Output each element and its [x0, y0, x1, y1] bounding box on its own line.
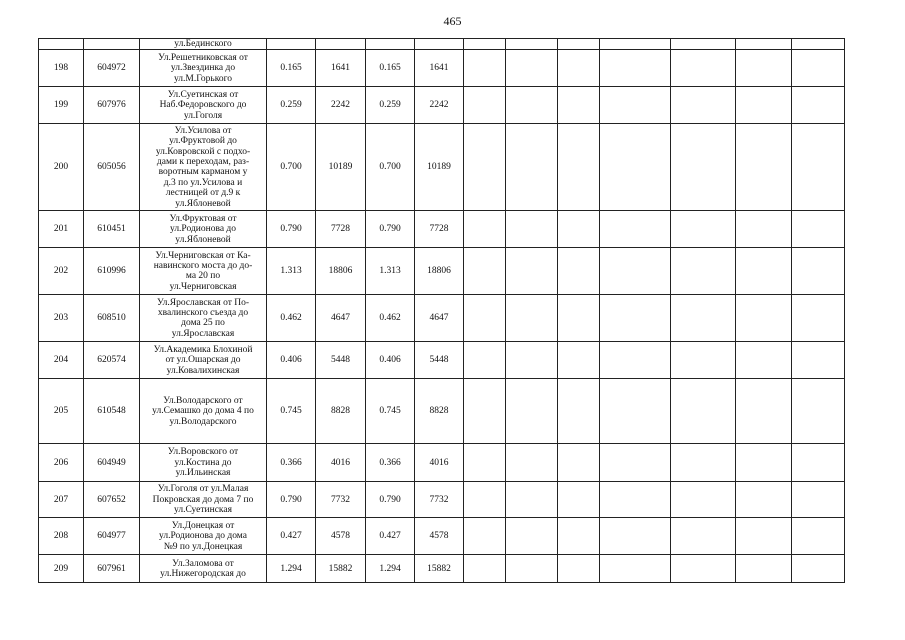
- empty-cell: [736, 248, 792, 295]
- road-name-line: хвалинского съезда до: [157, 308, 249, 318]
- empty-cell: [792, 50, 845, 87]
- road-code-cell: 610996: [84, 248, 140, 295]
- road-name-line: ул.Ковалихинская: [166, 365, 240, 376]
- area-cell: 7728: [316, 211, 366, 248]
- empty-cell: [792, 124, 845, 211]
- empty-cell: [506, 518, 558, 555]
- empty-cell: [736, 482, 792, 518]
- length-total-cell: 0.427: [366, 518, 415, 555]
- road-name-line: Ул.Черниговская от Ка-: [155, 250, 251, 261]
- road-name-cell: [140, 39, 267, 50]
- road-name-line: ул.Семашко до дома 4 по: [152, 406, 254, 417]
- area-total-cell: 8828: [415, 379, 464, 444]
- road-code-cell: 607652: [84, 482, 140, 518]
- road-name-line: Ул.Воровского от: [167, 447, 239, 458]
- road-name-line: Ул.Усилова от: [174, 125, 232, 136]
- road-name-cell: [140, 87, 267, 124]
- area-cell: 15882: [316, 555, 366, 583]
- road-name-line: №9 по ул.Донецкая: [163, 541, 243, 552]
- table-row: [39, 342, 845, 379]
- table-row: [39, 248, 845, 295]
- length-cell: 0.165: [267, 50, 316, 87]
- area-cell: 5448: [316, 342, 366, 379]
- empty-cell: [792, 482, 845, 518]
- table-row: [39, 444, 845, 482]
- road-code-cell: 605056: [84, 124, 140, 211]
- empty-cell: [792, 211, 845, 248]
- table-row: [39, 124, 845, 211]
- road-name-line: дома 25 по: [181, 318, 225, 329]
- road-name-line: ул.Костина до: [174, 457, 232, 468]
- row-number-cell: 200: [39, 124, 84, 211]
- length-cell: 0.366: [267, 444, 316, 482]
- area-cell: 4578: [316, 518, 366, 555]
- road-name-line: ул.Нижегородская до: [160, 568, 246, 579]
- empty-cell: [558, 295, 600, 342]
- empty-cell: [736, 295, 792, 342]
- area-cell: 10189: [316, 124, 366, 211]
- empty-cell: [464, 248, 506, 295]
- road-name-cell: [140, 211, 267, 248]
- length-total-cell: 1.294: [366, 555, 415, 583]
- area-cell: 4647: [316, 295, 366, 342]
- empty-cell: [464, 555, 506, 583]
- empty-cell: [600, 379, 671, 444]
- road-name-line: ул.Родионова до дома: [159, 531, 247, 542]
- area-total-cell: 4578: [415, 518, 464, 555]
- empty-cell: [558, 518, 600, 555]
- area-total-cell: 10189: [415, 124, 464, 211]
- length-total-cell: [366, 39, 415, 50]
- empty-cell: [558, 50, 600, 87]
- row-number-cell: 207: [39, 482, 84, 518]
- empty-cell: [736, 211, 792, 248]
- empty-cell: [736, 444, 792, 482]
- road-name-line: Ул.Академика Блохиной: [153, 344, 253, 355]
- empty-cell: [558, 444, 600, 482]
- road-name-line: Ул.Суетинская от: [167, 89, 239, 100]
- empty-cell: [464, 482, 506, 518]
- road-code-cell: 607961: [84, 555, 140, 583]
- empty-cell: [506, 87, 558, 124]
- road-name-line: ул.Володарского: [169, 416, 237, 427]
- area-cell: 2242: [316, 87, 366, 124]
- length-total-cell: 0.700: [366, 124, 415, 211]
- table-row: [39, 518, 845, 555]
- empty-cell: [671, 124, 736, 211]
- area-cell: 4016: [316, 444, 366, 482]
- road-name-line: Ул.Донецкая от: [171, 520, 235, 531]
- empty-cell: [506, 295, 558, 342]
- empty-cell: [600, 39, 671, 50]
- empty-cell: [671, 248, 736, 295]
- row-number-cell: 208: [39, 518, 84, 555]
- road-name-line: ул.Яблоневой: [175, 198, 231, 209]
- road-name-cell: [140, 518, 267, 555]
- road-name-line: Ул.Заломова от: [172, 558, 234, 569]
- road-name-line: ул.Ильинская: [175, 468, 231, 479]
- empty-cell: [671, 87, 736, 124]
- road-name-line: ул.Ярославская: [171, 328, 235, 339]
- road-name-line: ул.Фруктовой до: [169, 136, 237, 147]
- empty-cell: [600, 518, 671, 555]
- area-total-cell: 18806: [415, 248, 464, 295]
- area-total-cell: 2242: [415, 87, 464, 124]
- empty-cell: [464, 211, 506, 248]
- row-number-cell: 199: [39, 87, 84, 124]
- area-total-cell: 15882: [415, 555, 464, 583]
- road-name-line: ул.Яблоневой: [175, 234, 231, 245]
- area-total-cell: 5448: [415, 342, 464, 379]
- road-code-cell: 620574: [84, 342, 140, 379]
- empty-cell: [792, 342, 845, 379]
- empty-cell: [464, 124, 506, 211]
- empty-cell: [464, 518, 506, 555]
- road-name-cell: [140, 555, 267, 583]
- length-total-cell: 0.165: [366, 50, 415, 87]
- empty-cell: [792, 379, 845, 444]
- empty-cell: [671, 295, 736, 342]
- length-cell: 0.406: [267, 342, 316, 379]
- road-name-cell: [140, 295, 267, 342]
- empty-cell: [464, 50, 506, 87]
- empty-cell: [600, 248, 671, 295]
- road-table: [38, 38, 845, 583]
- table-row: [39, 379, 845, 444]
- empty-cell: [600, 482, 671, 518]
- length-cell: 0.700: [267, 124, 316, 211]
- empty-cell: [558, 211, 600, 248]
- empty-cell: [600, 444, 671, 482]
- area-total-cell: 4016: [415, 444, 464, 482]
- empty-cell: [736, 39, 792, 50]
- empty-cell: [506, 248, 558, 295]
- empty-cell: [506, 211, 558, 248]
- empty-cell: [671, 39, 736, 50]
- road-name-line: ул.Ковровской с подхо-: [155, 146, 251, 157]
- length-total-cell: 0.790: [366, 482, 415, 518]
- road-name-line: ул.Бединского: [174, 39, 232, 49]
- road-name-line: Ул.Гоголя от ул.Малая: [157, 484, 249, 495]
- road-name-line: лестницей от д.9 к: [165, 188, 241, 199]
- road-code-cell: 607976: [84, 87, 140, 124]
- length-cell: 1.294: [267, 555, 316, 583]
- road-code-cell: 610548: [84, 379, 140, 444]
- empty-cell: [558, 87, 600, 124]
- road-name-line: навинского моста до до-: [153, 261, 253, 271]
- empty-cell: [558, 555, 600, 583]
- road-name-cell: [140, 248, 267, 295]
- row-number-cell: [39, 39, 84, 50]
- empty-cell: [558, 482, 600, 518]
- row-number-cell: 203: [39, 295, 84, 342]
- length-cell: 0.790: [267, 211, 316, 248]
- road-name-cell: [140, 379, 267, 444]
- row-number-cell: 206: [39, 444, 84, 482]
- empty-cell: [671, 379, 736, 444]
- empty-cell: [671, 211, 736, 248]
- empty-cell: [464, 444, 506, 482]
- road-name-cell: [140, 342, 267, 379]
- road-code-cell: 604977: [84, 518, 140, 555]
- road-name-line: ма 20 по: [185, 271, 221, 282]
- row-number-cell: 198: [39, 50, 84, 87]
- empty-cell: [736, 379, 792, 444]
- length-cell: [267, 39, 316, 50]
- road-name-line: Ул.Володарского от: [163, 395, 243, 406]
- length-cell: 0.427: [267, 518, 316, 555]
- empty-cell: [506, 379, 558, 444]
- empty-cell: [792, 87, 845, 124]
- empty-cell: [671, 342, 736, 379]
- empty-cell: [671, 50, 736, 87]
- empty-cell: [506, 482, 558, 518]
- empty-cell: [558, 342, 600, 379]
- road-name-line: Наб.Федоровского до: [159, 100, 247, 111]
- empty-cell: [464, 295, 506, 342]
- empty-cell: [736, 87, 792, 124]
- area-total-cell: 4647: [415, 295, 464, 342]
- row-number-cell: 201: [39, 211, 84, 248]
- area-cell: 1641: [316, 50, 366, 87]
- empty-cell: [464, 379, 506, 444]
- empty-cell: [736, 555, 792, 583]
- empty-cell: [671, 444, 736, 482]
- table-row: [39, 555, 845, 583]
- length-total-cell: 1.313: [366, 248, 415, 295]
- empty-cell: [792, 444, 845, 482]
- empty-cell: [600, 295, 671, 342]
- empty-cell: [792, 39, 845, 50]
- empty-cell: [506, 342, 558, 379]
- road-name-line: ул.Черниговская: [169, 281, 237, 292]
- length-total-cell: 0.406: [366, 342, 415, 379]
- empty-cell: [671, 555, 736, 583]
- empty-cell: [558, 248, 600, 295]
- empty-cell: [600, 124, 671, 211]
- road-name-line: Ул.Ярославская от По-: [156, 297, 250, 308]
- road-name-line: от ул.Ошарская до: [165, 355, 241, 366]
- empty-cell: [736, 518, 792, 555]
- empty-cell: [792, 518, 845, 555]
- length-total-cell: 0.462: [366, 295, 415, 342]
- table-row-continued: [39, 39, 845, 50]
- empty-cell: [558, 379, 600, 444]
- table-row: [39, 87, 845, 124]
- empty-cell: [600, 87, 671, 124]
- length-cell: 0.745: [267, 379, 316, 444]
- row-number-cell: 205: [39, 379, 84, 444]
- empty-cell: [792, 295, 845, 342]
- road-name-line: д.3 по ул.Усилова и: [163, 177, 243, 188]
- page-number: 465: [443, 14, 462, 28]
- road-code-cell: 610451: [84, 211, 140, 248]
- empty-cell: [506, 124, 558, 211]
- table-row: [39, 211, 845, 248]
- length-cell: 0.790: [267, 482, 316, 518]
- area-total-cell: 7732: [415, 482, 464, 518]
- area-total-cell: [415, 39, 464, 50]
- length-total-cell: 0.745: [366, 379, 415, 444]
- empty-cell: [558, 39, 600, 50]
- road-name-line: воротным карманом у: [158, 167, 248, 178]
- length-total-cell: 0.259: [366, 87, 415, 124]
- length-cell: 0.259: [267, 87, 316, 124]
- road-name-line: ул.Родионова до: [169, 224, 236, 235]
- road-code-cell: [84, 39, 140, 50]
- empty-cell: [792, 248, 845, 295]
- road-name-cell: [140, 482, 267, 518]
- road-name-line: Покровская до дома 7 по: [152, 494, 254, 505]
- table-row: [39, 295, 845, 342]
- empty-cell: [600, 211, 671, 248]
- empty-cell: [600, 50, 671, 87]
- road-name-line: дами к переходам, раз-: [156, 157, 250, 167]
- empty-cell: [506, 50, 558, 87]
- length-cell: 1.313: [267, 248, 316, 295]
- length-cell: 0.462: [267, 295, 316, 342]
- area-cell: 7732: [316, 482, 366, 518]
- road-name-line: ул.Звездинка до: [170, 63, 236, 74]
- road-name-line: ул.Суетинская: [174, 505, 232, 516]
- area-cell: 8828: [316, 379, 366, 444]
- row-number-cell: 204: [39, 342, 84, 379]
- empty-cell: [671, 518, 736, 555]
- empty-cell: [464, 342, 506, 379]
- length-total-cell: 0.790: [366, 211, 415, 248]
- road-code-cell: 608510: [84, 295, 140, 342]
- road-code-cell: 604972: [84, 50, 140, 87]
- area-cell: [316, 39, 366, 50]
- empty-cell: [600, 555, 671, 583]
- empty-cell: [506, 444, 558, 482]
- road-name-cell: [140, 50, 267, 87]
- empty-cell: [558, 124, 600, 211]
- length-total-cell: 0.366: [366, 444, 415, 482]
- road-name-cell: [140, 444, 267, 482]
- road-name-line: ул.Гоголя: [183, 110, 223, 121]
- empty-cell: [736, 124, 792, 211]
- table-row: [39, 482, 845, 518]
- area-cell: 18806: [316, 248, 366, 295]
- empty-cell: [600, 342, 671, 379]
- empty-cell: [736, 342, 792, 379]
- empty-cell: [464, 87, 506, 124]
- road-name-cell: [140, 124, 267, 211]
- empty-cell: [792, 555, 845, 583]
- table-row: [39, 50, 845, 87]
- empty-cell: [506, 555, 558, 583]
- road-name-line: Ул.Решетниковская от: [158, 52, 248, 63]
- area-total-cell: 1641: [415, 50, 464, 87]
- empty-cell: [671, 482, 736, 518]
- road-name-line: ул.М.Горького: [173, 73, 233, 84]
- row-number-cell: 202: [39, 248, 84, 295]
- empty-cell: [736, 50, 792, 87]
- road-name-line: Ул.Фруктовая от: [169, 213, 237, 224]
- row-number-cell: 209: [39, 555, 84, 583]
- area-total-cell: 7728: [415, 211, 464, 248]
- empty-cell: [464, 39, 506, 50]
- road-code-cell: 604949: [84, 444, 140, 482]
- empty-cell: [506, 39, 558, 50]
